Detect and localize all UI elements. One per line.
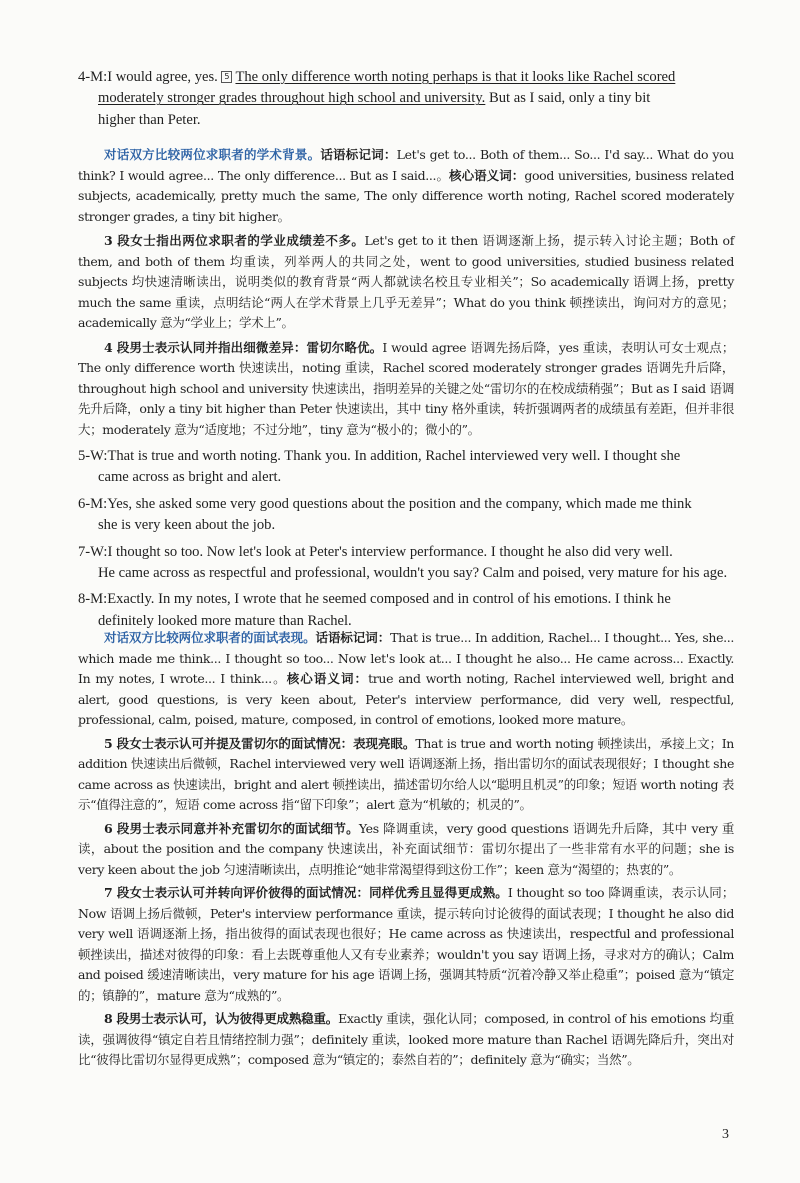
dialog-text: came across as bright and alert. — [98, 469, 282, 486]
analysis-text: That is true and worth noting 顿挫读出，承接上文；In addition 快速读出后微顿，Rachel interviewed very well 语调逐渐上扬，指出雷切尔的面试表现很好；I thought she came across as 快速读出，bright and alert 顿挫读出，描述雷切尔给人以“聪明且机灵”的印象；短语 worth noting 表示“值得注意的”，短语 come across 指“留下印象”；alert 意为“机敏的；机灵的”。 — [78, 735, 735, 812]
dialog-line — [0, 88, 675, 109]
dialog-turns-5-8 — [0, 446, 727, 632]
marker-heading: 话语标记词： — [320, 147, 397, 162]
analysis-paragraph-3 — [78, 231, 734, 334]
dialog-text: higher than Peter. — [98, 111, 201, 128]
section-label: 对话双方比较两位求职者的面试表现。 — [104, 630, 316, 645]
dialog-line — [0, 67, 675, 88]
dialog-line — [0, 110, 675, 131]
paragraph-heading: 7 段女士表示认可并转向评价彼得的面试情况：同样优秀且显得更成熟。 — [104, 885, 508, 900]
analysis-summary — [78, 628, 734, 731]
dialog-text: I would agree, yes. — [107, 69, 222, 85]
dialog-turn — [0, 542, 727, 585]
analysis-paragraph-6 — [78, 819, 734, 881]
dialog-text: she is very keen about the job. — [98, 517, 276, 534]
analysis-text: I would agree 语调先扬后降，yes 重读，表明认可女士观点；The only difference worth 快速读出，noting 重读，Rachel scored moderately stronger grades 语调先升后降，throughout high school and university 快速读出，指明差异的关键之处“雷切尔的在校成绩稍强”；But as I said 语调先升后降，only a tiny bit higher than Peter 快速读出，其中 tiny 格外重读，转折强调两者的成绩虽有差距，但并非很大；moderately 意为“适度地；不过分地”，tiny 意为“极小的；微小的”。 — [78, 339, 734, 437]
speaker-label: 6-M: — [78, 495, 108, 512]
analysis-block-academic — [78, 145, 734, 440]
marker-heading: 话语标记词： — [315, 630, 391, 645]
page-number: 3 — [722, 1127, 729, 1142]
speaker-label: 7-W: — [78, 543, 108, 560]
dialog-text: But as I said, only a tiny bit — [485, 90, 651, 107]
dialog-turn — [0, 589, 727, 632]
speaker-label: 8-M: — [78, 591, 108, 608]
analysis-text: good universities, business related subjects, academically, pretty much the same, The only difference worth noting, Rachel scored moderately stronger grades, a tiny bit higher。 — [78, 167, 734, 224]
dialog-text: definitely looked more mature than Rachel. — [98, 612, 352, 629]
paragraph-heading: 6 段男士表示同意并补充雷切尔的面试细节。 — [104, 820, 359, 836]
dialog-text: He came across as respectful and professional, wouldn't you say? Calm and poised, very mature for his age. — [98, 565, 728, 582]
dialog-text: Exactly. In my notes, I wrote that he seemed composed and in control of his emotions. I think he — [107, 591, 671, 608]
analysis-text: I thought so too 降调重读，表示认同；Now 语调上扬后微顿，Peter's interview performance 重读，提示转向讨论彼得的面试表现；I thought he also did very well 语调逐渐上扬，指出彼得的面试表现也很好；He came across as 快速读出，respectful and professional 顿挫读出，描述对彼得的印象：看上去既尊重他人又有专业素养；wouldn't you say 语调上扬，寻求对方的确认；Calm and poised 缓速清晰读出，very mature for his age 语调上扬，强调其特质“沉着冷静又举止稳重”；poised 意为“镇定的；镇静的”，mature 意为“成熟的”。 — [78, 885, 734, 1003]
analysis-text: Yes 降调重读，very good questions 语调先升后降，其中 very 重读，about the position and the company 快速读出，补充面试细节：雷切尔提出了一些非常有水平的问题；she is very keen about the job 匀速清晰读出，点明推论“她非常渴望得到这份工作”；keen 意为“渴望的；热衷的”。 — [78, 820, 735, 877]
analysis-text: Let's get to... Both of them... So... I'd say... What do you think? I would agree... The only difference... But as I said...。 — [78, 147, 734, 183]
section-label: 对话双方比较两位求职者的学术背景。 — [104, 147, 321, 162]
dialog-text: Yes, she asked some very good questions about the position and the company, which made me think — [107, 495, 692, 512]
underlined-key-sentence: moderately stronger grades throughout high school and university. — [98, 90, 486, 107]
underlined-key-sentence: The only difference worth noting perhaps is that it looks like Rachel scored — [235, 69, 676, 85]
analysis-text: Exactly 重读，强化认同；composed, in control of his emotions 均重读，强调彼得“镇定自若且情绪控制力强”；definitely 重读，looked more mature than Rachel 语调先降后升，突出对比“彼得比雷切尔显得更成熟”；composed 意为“镇定的；泰然自若的”；definitely 意为“确实；当然”。 — [78, 1011, 734, 1067]
analysis-paragraph-7 — [78, 883, 734, 1006]
analysis-text: true and worth noting, Rachel interviewed well, bright and alert, good questions, is very keen about, Peter's interview performance, did very well, respectful, professional, calm, poised, mature, composed, in control of emotions, looked more mature。 — [78, 671, 734, 727]
speaker-label: 4-M: — [78, 69, 108, 85]
marker-heading: 核心语义词： — [286, 671, 369, 686]
marker-heading: 核心语义词： — [449, 167, 525, 183]
dialog-text: I thought so too. Now let's look at Peter's interview performance. I thought he also did very well. — [107, 543, 673, 560]
analysis-paragraph-8 — [78, 1009, 734, 1071]
analysis-paragraph-4 — [78, 338, 734, 441]
paragraph-heading: 5 段女士表示认可并提及雷切尔的面试情况：表现亮眼。 — [104, 735, 416, 751]
dialog-turn — [0, 446, 727, 489]
analysis-block-interview — [78, 628, 734, 1071]
paragraph-heading: 4 段男士表示认同并指出细微差异：雷切尔略优。 — [104, 339, 383, 355]
dialog-turn — [0, 494, 727, 537]
paragraph-heading: 3 段女士指出两位求职者的学业成绩差不多。 — [104, 233, 365, 248]
dialog-text: That is true and worth noting. Thank you. In addition, Rachel interviewed very well. I thought she — [107, 448, 681, 464]
dialog-turn-4 — [0, 67, 675, 131]
paragraph-number-badge: 5 — [221, 71, 232, 83]
analysis-text: That is true... In addition, Rachel... I thought... Yes, she... which made me think... I thought so too... Now let's look at... I thought he also... He came across... Exactly. In my notes, I wrote... I think...。 — [78, 630, 734, 686]
analysis-paragraph-5 — [78, 734, 734, 816]
speaker-label: 5-W: — [78, 448, 108, 464]
paragraph-heading: 8 段男士表示认可，认为彼得更成熟稳重。 — [104, 1011, 339, 1026]
analysis-text: Let's get to it then 语调逐渐上扬，提示转入讨论主题；Both of them, and both of them 均重读，列举两人的共同之处，went to good universities, studied business related subjects 均快速清晰读出，说明类似的教育背景“两人都就读名校且专业相关”；So academically 语调上扬，pretty much the same 重读，点明结论“两人在学术背景上几乎无差异”；What do you think 顿挫读出，询问对方的意见；academically 意为“学业上；学术上”。 — [78, 233, 734, 330]
analysis-summary — [78, 145, 734, 227]
